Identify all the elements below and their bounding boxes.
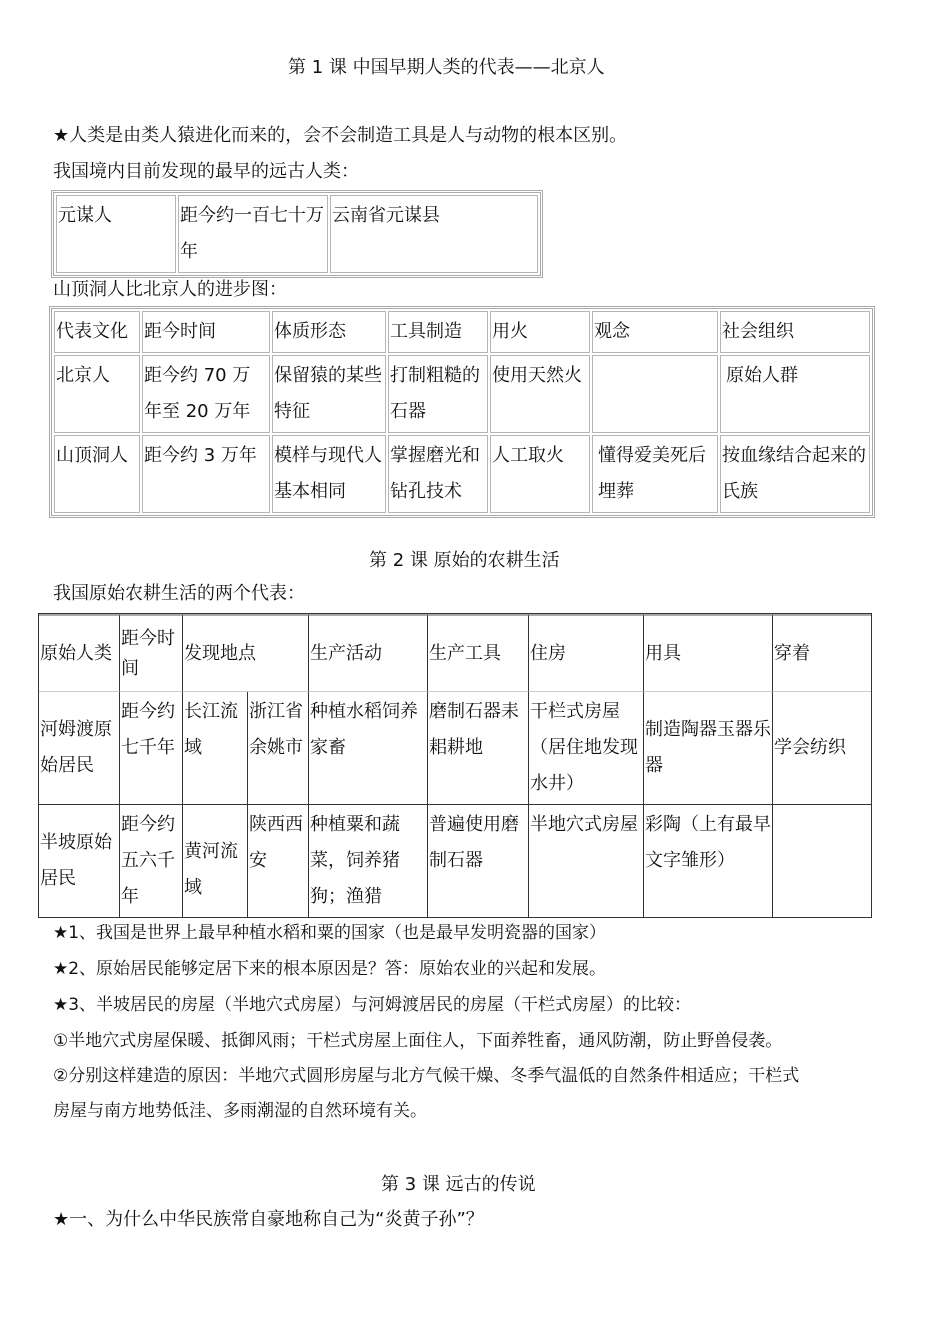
table-cell: 山顶洞人: [54, 435, 140, 513]
table-cell: 学会纺织: [772, 692, 871, 804]
table-cell: 原始人群: [720, 355, 870, 433]
farming-life-table: [38, 613, 872, 918]
table-cell: 打制粗糙的石器: [388, 355, 488, 433]
progress-header-row: [54, 311, 870, 353]
table-cell: [592, 355, 718, 433]
lesson3-title: 第 3 课 远古的传说: [381, 1174, 536, 1195]
lesson2-note-5: ②分别这样建造的原因：半地穴式圆形房屋与北方气候干燥、冬季气温低的自然条件相适应；干栏式: [53, 1066, 800, 1086]
table-cell: 掌握磨光和钻孔技术: [388, 435, 488, 513]
table-cell: 北京人: [54, 355, 140, 433]
table-row: [54, 435, 870, 513]
lesson2-note-1: ★1、我国是世界上最早种植水稻和粟的国家（也是最早发明瓷器的国家）: [53, 923, 607, 943]
table-cell: 磨制石器耒耜耕地: [427, 692, 528, 804]
table-cell: 保留猿的某些特征: [272, 355, 386, 433]
table-header-cell: 社会组织: [720, 311, 870, 353]
table-cell: 干栏式房屋（居住地发现水井）: [528, 692, 643, 804]
lesson2-title: 第 2 课 原始的农耕生活: [369, 550, 560, 571]
earliest-place-cell: 云南省元谋县: [330, 195, 538, 273]
lesson1-key-point: ★人类是由类人猿进化而来的，会不会制造工具是人与动物的根本区别。: [53, 125, 628, 146]
table-header-cell: 发现地点: [182, 614, 308, 692]
lesson2-note-3: ★3、半坡居民的房屋（半地穴式房屋）与河姆渡居民的房屋（干栏式房屋）的比较：: [53, 995, 692, 1015]
table-header-cell: 工具制造: [388, 311, 488, 353]
lesson2-note-6: 房屋与南方地势低洼、多雨潮湿的自然环境有关。: [53, 1101, 427, 1121]
lesson1-earliest-intro: 我国境内目前发现的最早的远古人类：: [53, 161, 359, 182]
table-cell: 黄河流域: [182, 804, 247, 917]
table-cell: 浙江省余姚市: [247, 692, 308, 804]
table-cell: 种植粟和蔬菜，饲养猪狗；渔猎: [308, 804, 427, 917]
table-header-cell: 观念: [592, 311, 718, 353]
earliest-time-cell: 距今约一百七十万年: [178, 195, 328, 273]
farming-header-row: [39, 614, 871, 692]
lesson2-note-4: ①半地穴式房屋保暖、抵御风雨；干栏式房屋上面住人，下面养牲畜，通风防潮，防止野兽侵袭。: [53, 1031, 783, 1051]
table-header-cell: 距今时间: [119, 614, 182, 692]
table-cell: 距今约五六千年: [119, 804, 182, 917]
table-header-cell: 生产工具: [427, 614, 528, 692]
table-header-cell: 原始人类: [39, 614, 119, 692]
earliest-name-cell: 元谋人: [56, 195, 176, 273]
table-cell: 长江流域: [182, 692, 247, 804]
table-cell: 普遍使用磨制石器: [427, 804, 528, 917]
table-header-cell: 距今时间: [142, 311, 270, 353]
lesson3-question: ★一、为什么中华民族常自豪地称自己为“炎黄子孙”？: [53, 1209, 484, 1230]
table-cell: 距今约七千年: [119, 692, 182, 804]
table-cell: 彩陶（上有最早文字雏形）: [643, 804, 772, 917]
table-header-cell: 代表文化: [54, 311, 140, 353]
table-header-cell: 穿着: [772, 614, 871, 692]
table-cell: 懂得爱美死后埋葬: [592, 435, 718, 513]
table-row: [39, 804, 871, 917]
table-cell: 半坡原始居民: [39, 804, 119, 917]
table-cell: 人工取火: [490, 435, 590, 513]
table-header-cell: 住房: [528, 614, 643, 692]
lesson1-progress-intro: 山顶洞人比北京人的进步图：: [53, 279, 287, 300]
earliest-human-table: [51, 190, 543, 278]
lesson2-intro: 我国原始农耕生活的两个代表：: [53, 583, 305, 604]
table-cell: 半地穴式房屋: [528, 804, 643, 917]
lesson2-note-2: ★2、原始居民能够定居下来的根本原因是？答：原始农业的兴起和发展。: [53, 959, 607, 979]
table-cell: 距今约 70 万年至 20 万年: [142, 355, 270, 433]
table-cell: 距今约 3 万年: [142, 435, 270, 513]
table-row: [39, 692, 871, 804]
table-row: [54, 355, 870, 433]
table-cell: [772, 804, 871, 917]
table-cell: 制造陶器玉器乐器: [643, 692, 772, 804]
table-cell: 使用天然火: [490, 355, 590, 433]
table-header-cell: 用火: [490, 311, 590, 353]
lesson1-title: 第 1 课 中国早期人类的代表——北京人: [288, 57, 605, 78]
table-cell: 模样与现代人基本相同: [272, 435, 386, 513]
table-header-cell: 用具: [643, 614, 772, 692]
table-cell: 种植水稻饲养家畜: [308, 692, 427, 804]
table-cell: 陕西西安: [247, 804, 308, 917]
table-cell: 按血缘结合起来的氏族: [720, 435, 870, 513]
table-header-cell: 生产活动: [308, 614, 427, 692]
progress-comparison-table: [49, 306, 875, 518]
table-cell: 河姆渡原始居民: [40, 719, 112, 776]
table-header-cell: 体质形态: [272, 311, 386, 353]
